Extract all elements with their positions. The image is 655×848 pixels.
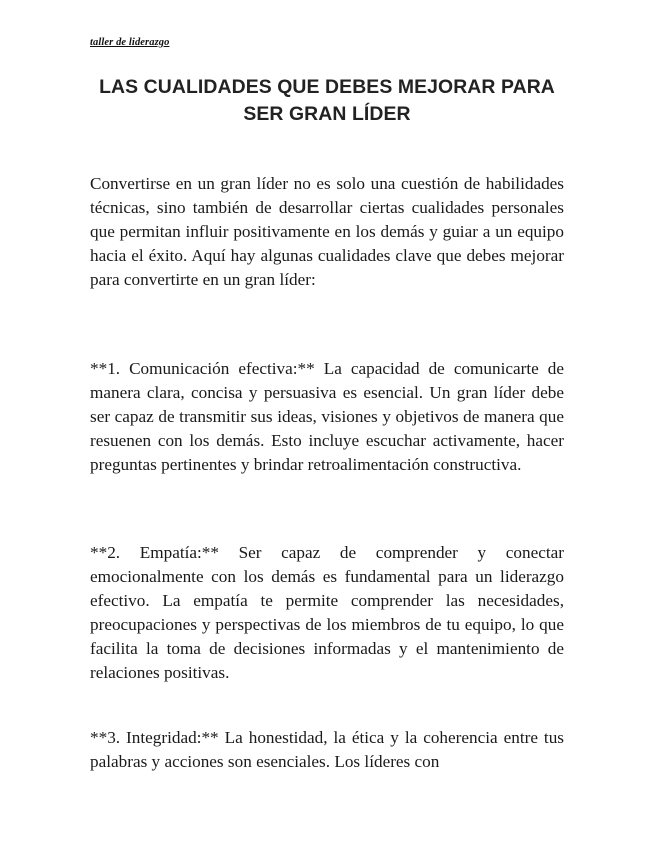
quality-integrity-paragraph: **3. Integridad:** La honestidad, la ética y la coherencia entre tus palabras y acciones son esenciales. Los líderes con xyxy=(90,728,564,771)
quality-communication-paragraph: **1. Comunicación efectiva:** La capacidad de comunicarte de manera clara, concisa y persuasiva es esencial. Un gran líder debe ser capaz de transmitir sus ideas, visiones y objetivos de manera que resuenen con los demás. Esto incluye escuchar activamente, hacer preguntas pertinentes y brindar retroalimentación constructiva. xyxy=(90,359,564,474)
intro-paragraph: Convertirse en un gran líder no es solo una cuestión de habilidades técnicas, sino también de desarrollar ciertas cualidades personales que permitan influir positivamente en los demás y guiar a un equipo hacia el éxito. Aquí hay algunas cualidades clave que debes mejorar para convertirte en un gran líder: xyxy=(90,174,564,289)
page-title: LAS CUALIDADES QUE DEBES MEJORAR PARA SER GRAN LÍDER xyxy=(99,76,555,125)
running-header: taller de liderazgo xyxy=(90,37,170,48)
quality-empathy-paragraph: **2. Empatía:** Ser capaz de comprender y conectar emocionalmente con los demás es fundamental para un liderazgo efectivo. La empatía te permite comprender las necesidades, preocupaciones y perspectivas de los miembros de tu equipo, lo que facilita la toma de decisiones informadas y el mantenimiento de relaciones positivas. xyxy=(90,543,564,682)
